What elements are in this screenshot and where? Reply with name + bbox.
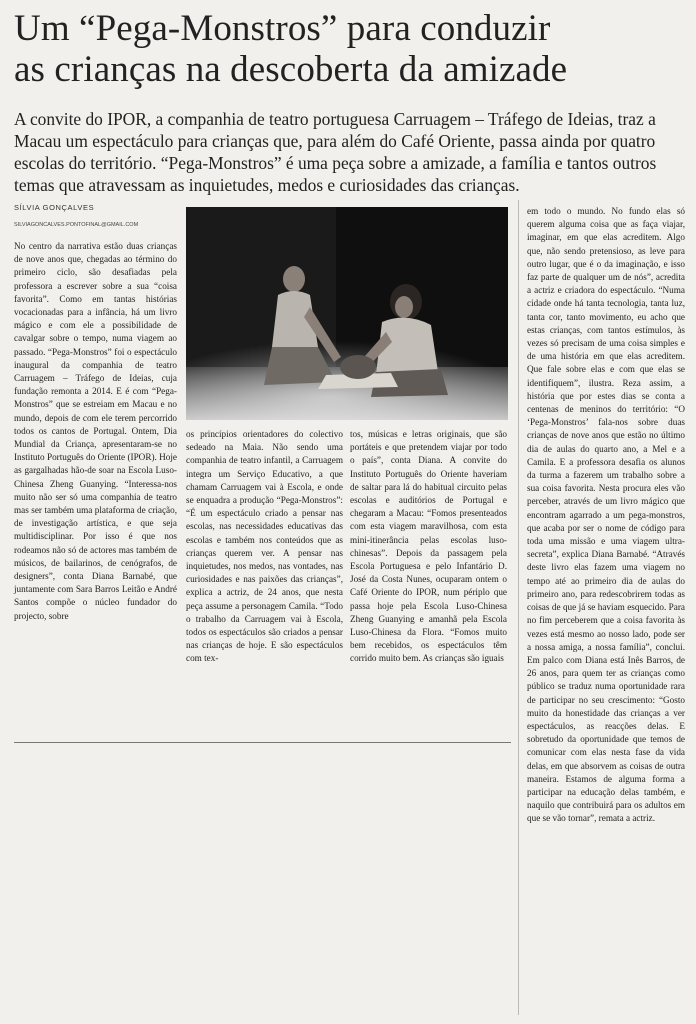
headline-line-2: as crianças na descoberta da amizade [14,49,568,90]
article-column-1 [14,240,177,623]
article-column-2 [186,428,343,666]
article-headline [14,8,686,90]
column-2-text: os princípios orientadores do colectivo sedeado na Maia. Não sendo uma companhia de teatro infantil, a Carruagem integra um Serviço Educativo, a que chamam Carruagem vai à Escola, e onde se enquadra a produção “Pega-Monstros”: “É um espectáculo criado a pensar nas escolas, nas necessidades educativas das escolas e também nos conteúdos que as crianças querem ver. A pensar nas inquietudes, nos medos, nas vontades, nas curiosidades e nas paixões das crianças”, explica a actriz, de 24 anos, que nesta peça assume a personagem Camila. “Todo o trabalho da Carruagem vai à Escola, todos os espectáculos são criados a pensar nas crianças de hoje. E são espectáculos com tex- [186,429,343,664]
column-divider [518,200,519,1015]
author-email: SILVIAGONCALVES.PONTOFINAL@GMAIL.COM [14,222,139,228]
article-column-4 [527,205,685,826]
empty-page-area [14,746,511,1016]
column-4-text: em todo o mundo. No fundo elas só querem alguma coisa que as faça viajar, imaginar, em que elas acreditem. Algo que, não sendo pretensioso, as leve para outro lugar, que é o da imaginação, e isso faz parte de qualquer um de nós”, acredita a actriz e criadora do espectáculo. “Numa cidade onde há tanta tecnologia, tanta luz, tanta cor, tanto movimento, eu acho que estas crianças, com tantos estímulos, às vezes só precisam de uma coisa simples e de uma história em que elas acreditem. Que fale sobre elas e com que elas se identifiquem”, ilustra. Reza assim, a história que por estes dias se conta a centenas de meninos do território: “O ‘Pega-Monstros’ fala-nos sobre duas crianças de nove anos que estão no último dia de aulas do quarto ano, a Mel e a Camila. E a professora desafia os alunos da turma a fazerem um trabalho sobre a sua coisa favorita. Nesta procura eles vão perceber, através de um livro mágico que encontram agarrado a um pega-monstros, que acaba por ser o nome de código para toda uma missão e uma viagem ultra-secreta”, explica Diana Barnabé. “Através deste livro elas fazem uma viagem no tempo até ao primeiro dia de aulas do primeiro ano, para redescobrirem todas as coisas de que já se haviam esquecido. Para no fim perceberem que a coisa favorita às vezes está mesmo ao nosso lado, pode ser a nossa amiga, a nossa família”, conclui. Em palco com Diana está Inês Barros, de 26 anos, para quem ter as crianças como público se traduz numa oportunidade rara de participar no seu crescimento: “Gosto muito da honestidade das crianças a ver espectáculos, as reacções delas. E sobretudo da oportunidade que temos de comunicar com elas nesta fase da vida delas, em que absorvem as coisas de outra maneira. Estamos de alguma forma a participar na educação delas também, e naquilo que contribuirá para os adultos em que se vão tornar”, remata a actriz. [527,206,685,824]
article-lead: A convite do IPOR, a companhia de teatro portuguesa Carruagem – Tráfego de Ideias, traz a Macau um espectáculo para crianças que, para além do Café Oriente, passa ainda por quatro escolas do território. “Pega-Monstros” é uma peça sobre a amizade, a família e tantos outros temas que atravessam as inquietudes, medos e curiosidades das crianças. [14,109,657,195]
headline-line-1: Um “Pega-Monstros” para conduzir [14,8,551,49]
section-divider [14,742,511,743]
column-3-text: tos, músicas e letras originais, que são portáteis e que pretendem viajar por todo o país”, conta Diana. A convite do Instituto Português do Oriente haveriam de saltar para lá do habitual circuito pelas escolas e auditórios de Portugal e chegaram a Macau: “Fomos presenteados com esta viagem maravilhosa, com esta mini-itinerância pelas escolas luso-chinesas”. Depois da passagem pela Escola Portuguesa e pelo Infantário D. José da Costa Nunes, ocuparam ontem o Café Oriente do IPOR, num périplo que passa hoje pela Escola Luso-Chinesa Zheng Guanying e amanhã pela Escola Luso-Chinesa da Flora. “Fomos muito bem recebidos, os espectáculos têm corrido muito bem. As crianças são iguais [350,429,507,664]
author-byline: SÍLVIA GONÇALVES [14,203,95,212]
performers-image [186,207,508,420]
article-column-3 [350,428,507,666]
column-1-text: No centro da narrativa estão duas crianças de nove anos que, chegadas ao término do primeiro ciclo, são desafiadas pela professora a escrever sobre a sua “coisa favorita”. Como em tantas histórias vocacionadas para a infância, há um livro mágico e com ele a possibilidade de cavalgar sobre o tempo, numa viagem ao passado. “Pega-Monstros” foi o espectáculo inaugural da companhia de teatro Carruagem – Tráfego de Ideias, cuja fundação remonta a 2014. E é com “Pega-Monstros” que se estreiam em Macau e no mundo, depois de com ele terem percorrido todos os cantos de Portugal. Ontem, Dia Mundial da Criança, apresentaram-se no Instituto Português do Oriente (IPOR). Hoje as gargalhadas hão-de soar na Escola Luso-Chinesa Zheng Guanying. “Interessa-nos muito não ser só uma companhia de teatro mas ser também uma plataforma de criação, de investigação artística, e que seja multidisciplinar. Por isso é que nos rodeamos não só de actores mas também de músicos, de bailarinos, de cenógrafos, de designers”, conta Diana Barnabé, que juntamente com Sara Barros Leitão e André Santos compõe o núcleo fundador do projecto, sobre [14,241,177,621]
stage-photo [186,207,508,420]
